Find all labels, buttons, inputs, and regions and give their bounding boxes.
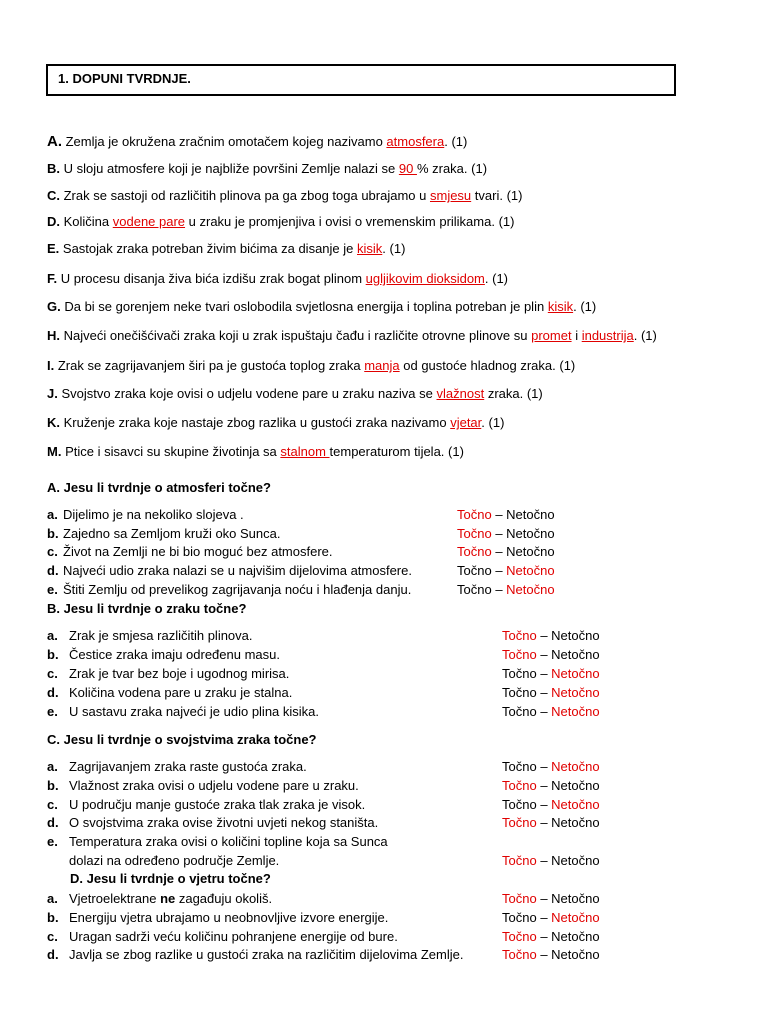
true-false-choice bbox=[502, 685, 600, 700]
choice-dash: – bbox=[536, 628, 552, 643]
question-text bbox=[69, 759, 307, 774]
fill-statement bbox=[47, 214, 514, 229]
question-text bbox=[69, 834, 388, 849]
statement-letter: A. bbox=[47, 133, 62, 150]
true-false-choice bbox=[457, 507, 555, 522]
section-title: A. Jesu li tvrdnje o atmosferi točne? bbox=[47, 480, 271, 495]
answer-text: vlažnost bbox=[436, 386, 485, 401]
question-row bbox=[47, 947, 647, 965]
question-letter: b. bbox=[47, 778, 59, 793]
answer-text: smjesu bbox=[429, 188, 472, 203]
choice-true: Točno bbox=[457, 507, 492, 522]
question-text-part: Temperatura zraka ovisi o količini topline koja sa Sunca bbox=[69, 834, 388, 849]
true-false-choice bbox=[502, 797, 600, 812]
question-text-emphasis: ne bbox=[160, 891, 176, 906]
choice-false: Netočno bbox=[551, 759, 600, 774]
question-row bbox=[47, 778, 647, 796]
fill-statement bbox=[47, 271, 508, 286]
question-text bbox=[69, 815, 378, 830]
section-title: C. Jesu li tvrdnje o svojstvima zraka točne? bbox=[47, 732, 317, 747]
question-letter: d. bbox=[47, 563, 59, 578]
question-row bbox=[47, 929, 647, 947]
choice-dash: – bbox=[491, 582, 507, 597]
statement-text: U procesu disanja živa bića izdišu zrak bogat plinom bbox=[57, 271, 366, 286]
question-text bbox=[69, 628, 253, 643]
choice-true: Točno bbox=[502, 891, 537, 906]
statement-text: U sloju atmosfere koji je najbliže površini Zemlje nalazi se bbox=[60, 161, 399, 176]
choice-true: Točno bbox=[502, 759, 537, 774]
question-letter: d. bbox=[47, 815, 59, 830]
question-row bbox=[47, 526, 647, 544]
answer-text: industrija bbox=[581, 328, 634, 343]
choice-false: Netočno bbox=[506, 582, 555, 597]
choice-true: Točno bbox=[502, 628, 537, 643]
choice-dash: – bbox=[491, 563, 507, 578]
question-text-part: Štiti Zemlju od prevelikog zagrijavanja noću i hlađenja danju. bbox=[63, 582, 412, 597]
statement-text: . (1) bbox=[444, 134, 468, 149]
statement-text: temperaturom tijela. (1) bbox=[329, 444, 464, 459]
fill-statement bbox=[47, 328, 657, 343]
choice-true: Točno bbox=[457, 563, 492, 578]
choice-true: Točno bbox=[502, 685, 537, 700]
question-text bbox=[69, 666, 289, 681]
question-text-part: Vlažnost zraka ovisi o udjelu vodene pare u zraku. bbox=[69, 778, 359, 793]
statement-text: Ptice i sisavci su skupine životinja sa bbox=[61, 444, 281, 459]
true-false-choice bbox=[502, 929, 600, 944]
statement-text: Količina bbox=[60, 214, 113, 229]
question-text-part: Zajedno sa Zemljom kruži oko Sunca. bbox=[63, 526, 281, 541]
question-row bbox=[47, 563, 647, 581]
question-letter: c. bbox=[47, 797, 58, 812]
question-row bbox=[47, 704, 647, 722]
statement-letter: M. bbox=[47, 444, 62, 459]
question-text-part: U području manje gustoće zraka tlak zraka je visok. bbox=[69, 797, 366, 812]
choice-true: Točno bbox=[502, 778, 537, 793]
choice-dash: – bbox=[536, 759, 552, 774]
statement-text: . (1) bbox=[481, 415, 505, 430]
fill-statement bbox=[47, 241, 405, 256]
question-row bbox=[47, 628, 647, 646]
fill-statement bbox=[47, 299, 596, 314]
question-text bbox=[63, 526, 280, 541]
question-letter: a. bbox=[47, 628, 58, 643]
question-letter: e. bbox=[47, 834, 58, 849]
choice-false: Netočno bbox=[551, 815, 600, 830]
choice-true: Točno bbox=[502, 910, 537, 925]
choice-dash: – bbox=[536, 910, 552, 925]
question-text-part: Zrak je tvar bez boje i ugodnog mirisa. bbox=[69, 666, 290, 681]
choice-true: Točno bbox=[457, 526, 492, 541]
true-false-choice bbox=[502, 704, 600, 719]
choice-dash: – bbox=[536, 853, 552, 868]
choice-true: Točno bbox=[502, 853, 537, 868]
statement-text: zraka. (1) bbox=[484, 386, 543, 401]
question-text bbox=[69, 947, 463, 962]
question-letter: d. bbox=[47, 685, 59, 700]
statement-text: Zrak se zagrijavanjem širi pa je gustoća toplog zraka bbox=[54, 358, 365, 373]
question-text bbox=[63, 544, 333, 559]
question-text-part: Čestice zraka imaju određenu masu. bbox=[69, 647, 280, 662]
question-text-part: zagađuju okoliš. bbox=[175, 891, 273, 906]
choice-dash: – bbox=[491, 544, 507, 559]
true-false-choice bbox=[457, 526, 555, 541]
question-letter: e. bbox=[47, 704, 58, 719]
true-false-choice bbox=[502, 947, 600, 962]
choice-dash: – bbox=[536, 647, 552, 662]
question-letter: a. bbox=[47, 507, 58, 522]
choice-false: Netočno bbox=[551, 778, 600, 793]
statement-letter: G. bbox=[47, 299, 61, 314]
choice-true: Točno bbox=[457, 544, 492, 559]
question-row bbox=[47, 910, 647, 928]
question-text bbox=[69, 929, 398, 944]
statement-letter: E. bbox=[47, 241, 60, 256]
statement-text: . (1) bbox=[484, 271, 509, 286]
answer-text: 90 bbox=[398, 161, 417, 176]
section-title: D. Jesu li tvrdnje o vjetru točne? bbox=[70, 871, 271, 886]
answer-text: vodene pare bbox=[112, 214, 186, 229]
choice-dash: – bbox=[536, 685, 552, 700]
answer-text: kisik bbox=[547, 299, 574, 314]
choice-dash: – bbox=[491, 526, 507, 541]
question-row bbox=[47, 834, 647, 868]
fill-statement bbox=[47, 444, 464, 459]
question-row bbox=[47, 891, 647, 909]
statement-letter: D. bbox=[47, 214, 60, 229]
question-text-part: Količina vodena pare u zraku je stalna. bbox=[69, 685, 293, 700]
question-row bbox=[47, 797, 647, 815]
statement-text: Svojstvo zraka koje ovisi o udjelu vodene pare u zraku naziva se bbox=[57, 386, 437, 401]
choice-false: Netočno bbox=[551, 929, 600, 944]
true-false-choice bbox=[457, 544, 555, 559]
statement-text: % zraka. (1) bbox=[416, 161, 488, 176]
true-false-choice bbox=[502, 666, 600, 681]
choice-true: Točno bbox=[502, 929, 537, 944]
choice-false: Netočno bbox=[551, 685, 600, 700]
question-text-part: Energiju vjetra ubrajamo u neobnovljive izvore energije. bbox=[69, 910, 389, 925]
statement-text: Kruženje zraka koje nastaje zbog razlika u gustoći zraka nazivamo bbox=[60, 415, 451, 430]
question-letter: d. bbox=[47, 947, 59, 962]
answer-text: atmosfera bbox=[386, 134, 445, 149]
choice-true: Točno bbox=[502, 647, 537, 662]
question-letter: a. bbox=[47, 891, 58, 906]
true-false-choice bbox=[502, 778, 600, 793]
question-letter: b. bbox=[47, 910, 59, 925]
question-text-part: O svojstvima zraka ovise životni uvjeti nekog staništa. bbox=[69, 815, 379, 830]
statement-text: . (1) bbox=[382, 241, 406, 256]
heading-box bbox=[46, 64, 676, 96]
question-row bbox=[47, 666, 647, 684]
question-row bbox=[47, 685, 647, 703]
statement-letter: C. bbox=[47, 188, 60, 203]
question-letter: e. bbox=[47, 582, 58, 597]
statement-letter: I. bbox=[47, 358, 55, 373]
statement-letter: F. bbox=[47, 271, 58, 286]
page-title: 1. DOPUNI TVRDNJE. bbox=[58, 71, 191, 86]
choice-false: Netočno bbox=[551, 628, 600, 643]
question-letter: b. bbox=[47, 647, 59, 662]
question-row bbox=[47, 759, 647, 777]
question-text-part: Najveći udio zraka nalazi se u najvišim dijelovima atmosfere. bbox=[63, 563, 412, 578]
statement-letter: K. bbox=[47, 415, 60, 430]
choice-true: Točno bbox=[502, 666, 537, 681]
fill-statement bbox=[47, 133, 467, 150]
question-letter: b. bbox=[47, 526, 59, 541]
statement-text: tvari. (1) bbox=[471, 188, 523, 203]
question-row bbox=[47, 507, 647, 525]
answer-text: stalnom bbox=[280, 444, 330, 459]
true-false-choice bbox=[502, 815, 600, 830]
statement-text: Zemlja je okružena zračnim omotačem kojeg nazivamo bbox=[62, 134, 387, 149]
choice-true: Točno bbox=[502, 797, 537, 812]
choice-false: Netočno bbox=[551, 853, 600, 868]
question-text-part: Dijelimo je na nekoliko slojeva . bbox=[63, 507, 244, 522]
true-false-choice bbox=[502, 647, 600, 662]
answer-text: kisik bbox=[357, 241, 383, 256]
question-text bbox=[69, 704, 319, 719]
question-letter: c. bbox=[47, 544, 58, 559]
choice-dash: – bbox=[536, 778, 552, 793]
question-letter: c. bbox=[47, 666, 58, 681]
choice-false: Netočno bbox=[551, 666, 600, 681]
question-text-part: Vjetroelektrane bbox=[69, 891, 161, 906]
choice-false: Netočno bbox=[551, 891, 600, 906]
answer-text: manja bbox=[364, 358, 400, 373]
statement-letter: J. bbox=[47, 386, 58, 401]
statement-text: u zraku je promjenjiva i ovisi o vremenskim prilikama. (1) bbox=[185, 214, 515, 229]
question-text-continued: dolazi na određeno područje Zemlje. bbox=[69, 853, 280, 868]
fill-statement bbox=[47, 386, 543, 401]
section-title: B. Jesu li tvrdnje o zraku točne? bbox=[47, 601, 247, 616]
statement-text: Da bi se gorenjem neke tvari oslobodila svjetlosna energija i toplina potreban je plin bbox=[60, 299, 548, 314]
choice-false: Netočno bbox=[551, 647, 600, 662]
choice-false: Netočno bbox=[506, 526, 555, 541]
true-false-choice bbox=[502, 910, 600, 925]
choice-false: Netočno bbox=[551, 704, 600, 719]
choice-true: Točno bbox=[502, 704, 537, 719]
statement-text: . (1) bbox=[633, 328, 657, 343]
true-false-choice bbox=[502, 891, 600, 906]
question-row bbox=[47, 582, 647, 600]
statement-text: od gustoće hladnog zraka. (1) bbox=[399, 358, 576, 373]
question-letter: a. bbox=[47, 759, 58, 774]
choice-true: Točno bbox=[502, 815, 537, 830]
question-text bbox=[63, 582, 411, 597]
true-false-choice bbox=[502, 759, 600, 774]
choice-dash: – bbox=[536, 797, 552, 812]
choice-true: Točno bbox=[502, 947, 537, 962]
choice-false: Netočno bbox=[506, 544, 555, 559]
true-false-choice bbox=[502, 853, 600, 868]
fill-statement bbox=[47, 161, 487, 176]
choice-dash: – bbox=[536, 891, 552, 906]
question-text bbox=[69, 910, 388, 925]
question-text-part: Zrak je smjesa različitih plinova. bbox=[69, 628, 253, 643]
question-row bbox=[47, 815, 647, 833]
statement-text: Zrak se sastoji od različitih plinova pa ga zbog toga ubrajamo u bbox=[60, 188, 430, 203]
choice-false: Netočno bbox=[551, 910, 600, 925]
question-text bbox=[69, 647, 280, 662]
question-text-part: Zagrijavanjem zraka raste gustoća zraka. bbox=[69, 759, 307, 774]
question-text bbox=[63, 507, 244, 522]
statement-text: . (1) bbox=[573, 299, 597, 314]
question-letter: c. bbox=[47, 929, 58, 944]
fill-statement bbox=[47, 415, 504, 430]
true-false-choice bbox=[457, 582, 555, 597]
true-false-choice bbox=[502, 628, 600, 643]
answer-text: ugljikovim dioksidom bbox=[365, 271, 485, 286]
choice-dash: – bbox=[536, 815, 552, 830]
statement-letter: B. bbox=[47, 161, 60, 176]
choice-dash: – bbox=[491, 507, 507, 522]
fill-statement bbox=[47, 188, 522, 203]
true-false-choice bbox=[457, 563, 555, 578]
fill-statement bbox=[47, 358, 575, 373]
question-row bbox=[47, 647, 647, 665]
statement-text: i bbox=[571, 328, 582, 343]
question-text bbox=[69, 797, 365, 812]
question-text-part: U sastavu zraka najveći je udio plina kisika. bbox=[69, 704, 320, 719]
choice-true: Točno bbox=[457, 582, 492, 597]
choice-dash: – bbox=[536, 704, 552, 719]
question-text bbox=[69, 685, 292, 700]
choice-false: Netočno bbox=[551, 947, 600, 962]
choice-dash: – bbox=[536, 929, 552, 944]
question-text bbox=[69, 778, 359, 793]
statement-letter: H. bbox=[47, 328, 60, 343]
choice-false: Netočno bbox=[551, 797, 600, 812]
answer-text: vjetar bbox=[450, 415, 482, 430]
statement-text: Sastojak zraka potreban živim bićima za disanje je bbox=[59, 241, 357, 256]
question-text bbox=[63, 563, 412, 578]
question-text-part: Javlja se zbog razlike u gustoći zraka na različitim dijelovima Zemlje. bbox=[69, 947, 464, 962]
choice-false: Netočno bbox=[506, 507, 555, 522]
question-text bbox=[69, 891, 272, 906]
choice-dash: – bbox=[536, 947, 552, 962]
question-text-part: Život na Zemlji ne bi bio moguć bez atmosfere. bbox=[63, 544, 333, 559]
statement-text: Najveći onečišćivači zraka koji u zrak ispuštaju čađu i različite otrovne plinove su bbox=[60, 328, 532, 343]
question-text-part: Uragan sadrži veću količinu pohranjene energije od bure. bbox=[69, 929, 398, 944]
question-row bbox=[47, 544, 647, 562]
choice-dash: – bbox=[536, 666, 552, 681]
choice-false: Netočno bbox=[506, 563, 555, 578]
answer-text: promet bbox=[531, 328, 572, 343]
